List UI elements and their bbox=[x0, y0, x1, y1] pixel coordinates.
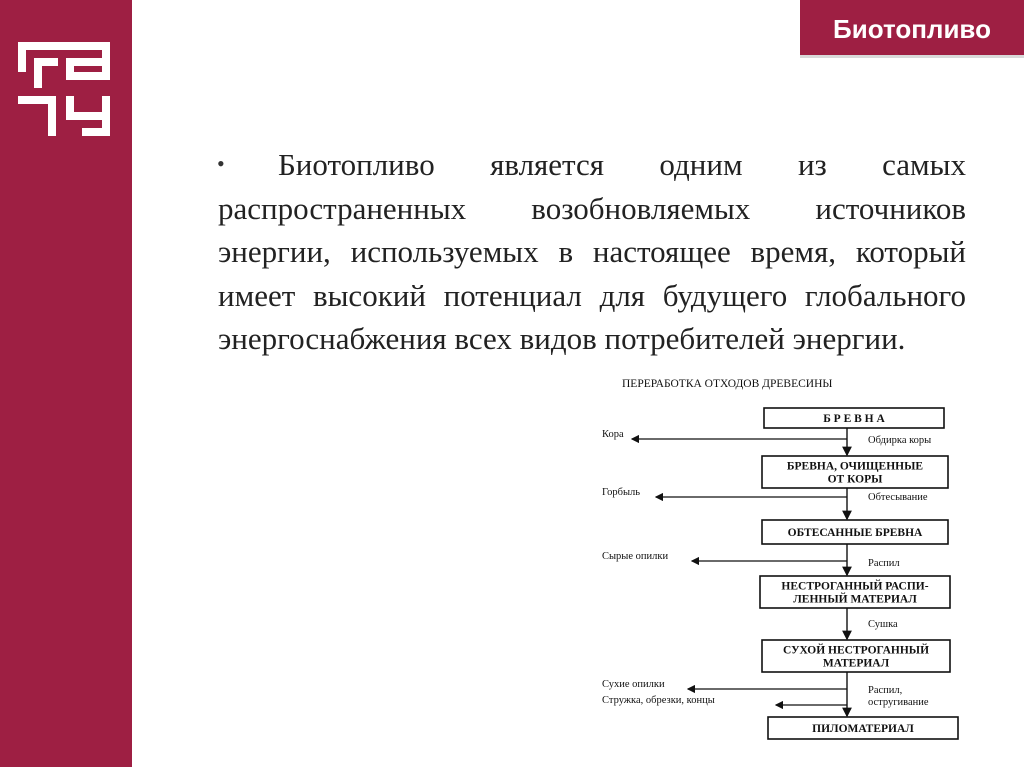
flow-box-label: ОТ КОРЫ bbox=[827, 473, 883, 486]
flow-box-label: ПИЛОМАТЕРИАЛ bbox=[812, 723, 914, 735]
flow-box-label: ЛЕННЫЙ МАТЕРИАЛ bbox=[793, 593, 917, 606]
process-label: Сушка bbox=[868, 619, 898, 630]
byproduct-label: Стружка, обрезки, концы bbox=[602, 695, 715, 706]
flow-box-label: БРЕВНА, ОЧИЩЕННЫЕ bbox=[786, 460, 924, 473]
flow-box-label: СУХОЙ НЕСТРОГАННЫЙ bbox=[782, 644, 930, 657]
flow-box-label: ОБТЕСАННЫЕ БРЕВНА bbox=[787, 527, 923, 539]
flow-box-label: НЕСТРОГАННЫЙ РАСПИ- bbox=[781, 580, 929, 593]
wood-processing-flowchart bbox=[592, 370, 972, 750]
diagram-title: ПЕРЕРАБОТКА ОТХОДОВ ДРЕВЕСИНЫ bbox=[622, 378, 833, 390]
bullet-icon: • bbox=[217, 151, 225, 176]
process-label: остругивание bbox=[868, 697, 929, 708]
bullet-paragraph bbox=[218, 143, 966, 361]
process-label: Распил, bbox=[868, 685, 903, 696]
bullet-text: Биотопливо является одним из самых распространенных возобновляемых источников энергии, используемых в настоящее время, который имеет высокий потенциал для будущего глобального энергоснабжения всех видов потребителей энергии. bbox=[218, 147, 966, 356]
process-label: Обдирка коры bbox=[868, 435, 932, 446]
flow-box-label: МАТЕРИАЛ bbox=[822, 657, 890, 670]
byproduct-label: Сухие опилки bbox=[602, 679, 665, 690]
byproduct-label: Кора bbox=[602, 429, 624, 440]
byproduct-label: Сырые опилки bbox=[602, 551, 669, 562]
logo-icon bbox=[16, 40, 112, 136]
page-title bbox=[800, 0, 1024, 58]
flow-box-label: Б Р Е В Н А bbox=[823, 413, 885, 425]
sidebar-accent-bar bbox=[0, 0, 132, 767]
process-label: Обтесывание bbox=[868, 492, 928, 503]
byproduct-label: Горбыль bbox=[602, 487, 641, 498]
process-label: Распил bbox=[868, 558, 900, 569]
page-title-text: Биотопливо bbox=[833, 13, 991, 44]
